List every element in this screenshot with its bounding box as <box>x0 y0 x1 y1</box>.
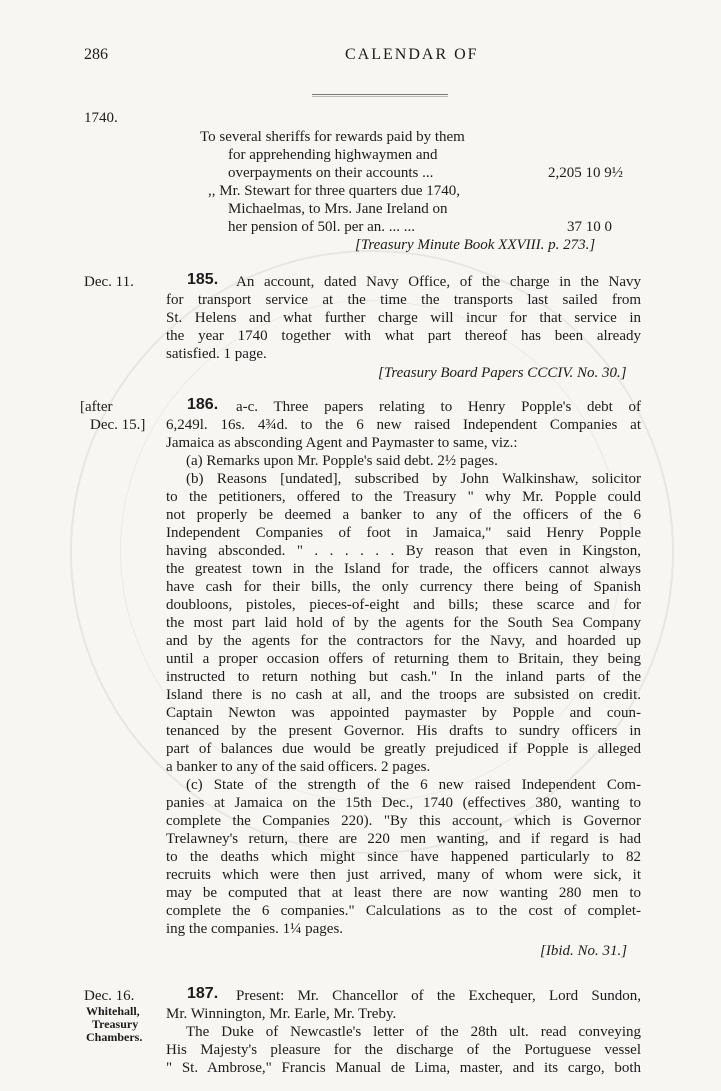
entry-date: Dec. 11. <box>84 274 134 290</box>
source-citation: [Treasury Minute Book XXVIII. p. 273.] <box>355 237 596 253</box>
entry-text-line: for transport service at the time the transports last sailed from <box>166 292 641 308</box>
paragraph-b-line: tenanced by the present Governor. His drafts to sundry officers in <box>166 723 641 739</box>
paragraph-b-line: the greatest town in the Island for trade, the officers cannot always <box>166 561 641 577</box>
paragraph-c-line: (c) State of the strength of the 6 new raised Independent Com- <box>186 777 641 793</box>
running-title: CALENDAR OF <box>345 46 479 63</box>
paragraph-b-line: having absconded. " . . . . . . By reason that even in Kingston, <box>166 543 641 559</box>
ledger-line: Michaelmas, to Mrs. Jane Ireland on <box>228 201 448 217</box>
entry-number: 185. <box>187 271 219 288</box>
paragraph-c-line: to the deaths which might since have happened particularly to 82 <box>166 849 641 865</box>
paragraph-b-line: and by the agents for the contractors for the Navy, and hoarded up <box>166 633 641 649</box>
paragraph-b-line: part of balances due would be greatly prejudiced if Popple is alleged <box>166 741 641 757</box>
entry-date: Dec. 16. <box>84 988 135 1004</box>
paragraph-c-line: ing the companies. 1¼ pages. <box>166 921 344 937</box>
paragraph-c-line: may be computed that at least there are now wanting 280 men to <box>166 885 641 901</box>
ledger-amount: 37 10 0 <box>567 219 612 235</box>
paragraph-b-line: the most part laid hold of by the agents for the South Sea Company <box>166 615 641 631</box>
paragraph-b-line: instructed to return nothing but cash." In the inland parts of the <box>166 669 641 685</box>
ledger-amount: 2,205 10 9½ <box>548 165 623 181</box>
paragraph-b-line: not properly be deemed a banker to any of the officers of the 6 <box>166 507 641 523</box>
entry-text-line: Jamaica as absconding Agent and Paymaster to same, viz.: <box>166 435 518 451</box>
header-rule-secondary <box>312 96 448 97</box>
ledger-line: ,, Mr. Stewart for three quarters due 1740, <box>208 183 461 199</box>
entry-date: [after <box>80 399 113 415</box>
entry-text-line: The Duke of Newcastle's letter of the 28th ult. read conveying <box>186 1024 641 1040</box>
header-rule <box>312 94 448 95</box>
entry-place: Whitehall, <box>86 1004 140 1018</box>
entry-text-line: Mr. Winnington, Mr. Earle, Mr. Treby. <box>166 1006 397 1022</box>
entry-text-line: Present: Mr. Chancellor of the Exchequer, Lord Sundon, <box>236 988 641 1004</box>
ledger-line: To several sheriffs for rewards paid by them <box>200 129 465 145</box>
entry-text-line: " St. Ambrose," Francis Manual de Lima, master, and its cargo, both <box>166 1060 641 1076</box>
paragraph-b-line: (b) Reasons [undated], subscribed by John Walkinshaw, solicitor <box>186 471 641 487</box>
paragraph-c-line: recruits which were then just arrived, many of whom were sick, it <box>166 867 641 883</box>
paragraph-a: (a) Remarks upon Mr. Popple's said debt. 2½ pages. <box>186 453 498 469</box>
paragraph-c-line: complete the 6 companies." Calculations as to the cost of complet- <box>166 903 641 919</box>
paragraph-c-line: Trelawney's return, there are 220 men wanting, and if regard is had <box>166 831 641 847</box>
entry-text-line: An account, dated Navy Office, of the charge in the Navy <box>236 274 641 290</box>
year-heading: 1740. <box>84 110 118 126</box>
paragraph-b-line: until a proper occasion offers of returning them to Britain, they being <box>166 651 641 667</box>
ledger-line: her pension of 50l. per an. ... ... <box>228 219 416 235</box>
entry-text-line: satisfied. 1 page. <box>166 346 267 362</box>
entry-number: 186. <box>187 396 219 413</box>
paragraph-b-line: doubloons, pistoles, pieces-of-eight and bills; these scarce and for <box>166 597 641 613</box>
paragraph-b-line: have cash for their bills, the only currency there being of Spanish <box>166 579 641 595</box>
source-citation: [Treasury Board Papers CCCIV. No. 30.] <box>378 365 627 381</box>
paragraph-b-line: a banker to any of the said officers. 2 pages. <box>166 759 431 775</box>
page-number: 286 <box>84 46 108 63</box>
entry-text-line: 6,249l. 16s. 4¾d. to the 6 new raised Independent Companies at <box>166 417 641 433</box>
entry-place: Chambers. <box>86 1030 143 1044</box>
entry-place: Treasury <box>92 1017 139 1031</box>
entry-text-line: the year 1740 together with what part thereof has been already <box>166 328 641 344</box>
entry-text-line: St. Helens and what further charge will incur for that service in <box>166 310 641 326</box>
entry-number: 187. <box>187 985 219 1002</box>
ledger-line: for apprehending highwaymen and <box>228 147 438 163</box>
entry-text-line: a-c. Three papers relating to Henry Popple's debt of <box>236 399 641 415</box>
paragraph-b-line: to the petitioners, offered to the Treasury " why Mr. Popple could <box>166 489 641 505</box>
paragraph-c-line: panies at Jamaica on the 15th Dec., 1740 (effectives 380, wanting to <box>166 795 641 811</box>
entry-text-line: His Majesty's pleasure for the discharge of the Portuguese vessel <box>166 1042 641 1058</box>
paragraph-c-line: complete the Companies 220). "By this account, which is Governor <box>166 813 641 829</box>
paragraph-b-line: Island there is no cash at all, and the troops are subsisted on credit. <box>166 687 641 703</box>
ledger-line: overpayments on their accounts ... <box>228 165 434 181</box>
entry-date: Dec. 15.] <box>90 417 146 433</box>
source-citation: [Ibid. No. 31.] <box>540 943 628 959</box>
paragraph-b-line: Independent Companies of foot in Jamaica," said Henry Popple <box>166 525 641 541</box>
paragraph-b-line: Captain Newton was appointed paymaster by Popple and coun- <box>166 705 641 721</box>
